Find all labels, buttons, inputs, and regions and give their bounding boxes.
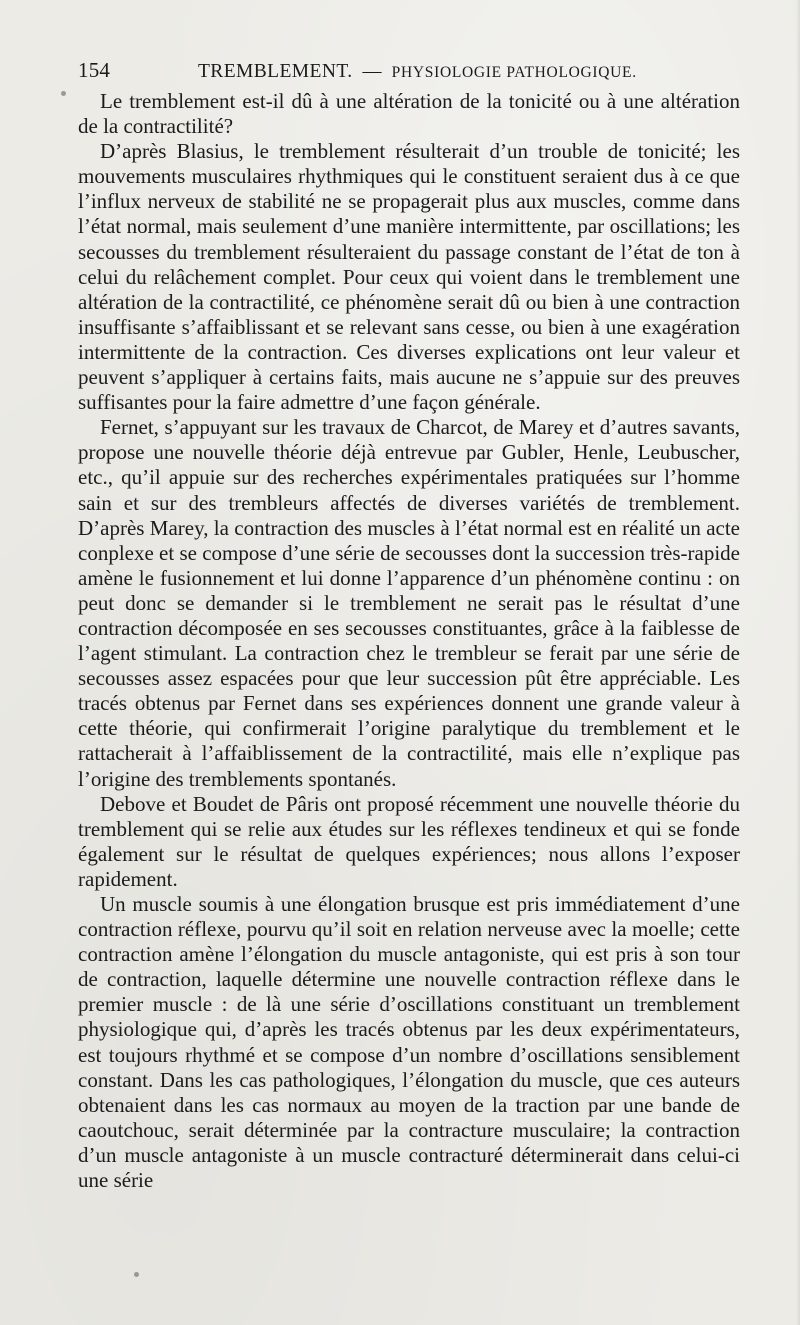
page-speck-bottom xyxy=(134,1272,139,1277)
running-header xyxy=(78,58,738,86)
page-number: 154 xyxy=(78,58,111,82)
running-subtitle: PHYSIOLOGIE PATHOLOGIQUE. xyxy=(391,64,637,81)
paragraph-blasius: D’après Blasius, le tremblement résulterait d’un trouble de tonicité; les mouvements musculaires rhythmiques qui le constituent seraient dus à ce que l’influx nerveux de stabilité ne se propagerait plus aux muscles, comme dans l’état normal, mais seulement d’une manière intermittente, par oscillations; les secousses du tremblement résulteraient du passage constant de l’état de ton à celui du relâchement complet. Pour ceux qui voient dans le tremblement une altération de la contractilité, ce phénomène serait dû ou bien à une contraction insuffisante s’affaiblissant et se relevant sans cesse, ou bien à une exagération intermittente de la contraction. Ces diverses explications ont leur valeur et peuvent s’appliquer à certains faits, mais aucune ne s’appuie sur des preuves suffisantes pour la faire admettre d’une façon générale. xyxy=(78,139,740,415)
main-text xyxy=(78,89,740,1193)
paragraph-debove-boudet: Debove et Boudet de Pâris ont proposé récemment une nouvelle théorie du tremblement qui se relie aux études sur les réflexes tendineux et qui se fonde également sur le résultat de quelques expériences; nous allons l’exposer rapidement. xyxy=(78,791,740,891)
page-edge-shadow xyxy=(796,0,800,1325)
paragraph-fernet: Fernet, s’appuyant sur les travaux de Charcot, de Marey et d’autres savants, propose une nouvelle théorie déjà entrevue par Gubler, Henle, Leubuscher, etc., qu’il appuie sur des recherches expérimentales pratiquées sur l’homme sain et sur des trembleurs affectés de diverses variétés de tremblement. D’après Marey, la contraction des muscles à l’état normal est en réalité un acte conplexe et se compose d’une série de secousses dont la succession très-rapide amène le fusionnement et lui donne l’apparence d’un phénomène continu : on peut donc se demander si le tremblement ne serait pas le résultat d’une contraction décomposée en ses secousses constituantes, grâce à la faiblesse de l’agent stimulant. La contraction chez le trembleur se ferait par une série de secousses assez espacées pour que leur succession pût être appréciable. Les tracés obtenus par Fernet dans ses expériences donnent une grande valeur à cette théorie, qui confirmerait l’origine paralytique du tremblement et le rattacherait à l’affaiblissement de la contractilité, mais elle n’explique pas l’origine des tremblements spontanés. xyxy=(78,415,740,791)
page-speck-top xyxy=(61,91,66,96)
running-title: TREMBLEMENT. xyxy=(198,61,353,82)
header-separator: — xyxy=(362,61,382,82)
paragraph-question: Le tremblement est-il dû à une altération de la tonicité ou à une altération de la contractilité? xyxy=(78,89,740,139)
paragraph-muscle-elongation: Un muscle soumis à une élongation brusque est pris immédiatement d’une contraction réflexe, pourvu qu’il soit en relation nerveuse avec la moelle; cette contraction amène l’élongation du muscle antagoniste, qui est pris à son tour de contraction, laquelle détermine une nouvelle contraction réflexe dans le premier muscle : de là une série d’oscillations constituant un tremblement physiologique qui, d’après les tracés obtenus par les deux expérimentateurs, est toujours rhythmé et se compose d’un nombre d’oscillations sensiblement constant. Dans les cas pathologiques, l’élongation du muscle, que ces auteurs obtenaient dans les cas normaux au moyen de la traction par une bande de caoutchouc, serait déterminée par la contracture musculaire; la contraction d’un muscle antagoniste à un muscle contracturé déterminerait dans celui-ci une série xyxy=(78,892,740,1193)
